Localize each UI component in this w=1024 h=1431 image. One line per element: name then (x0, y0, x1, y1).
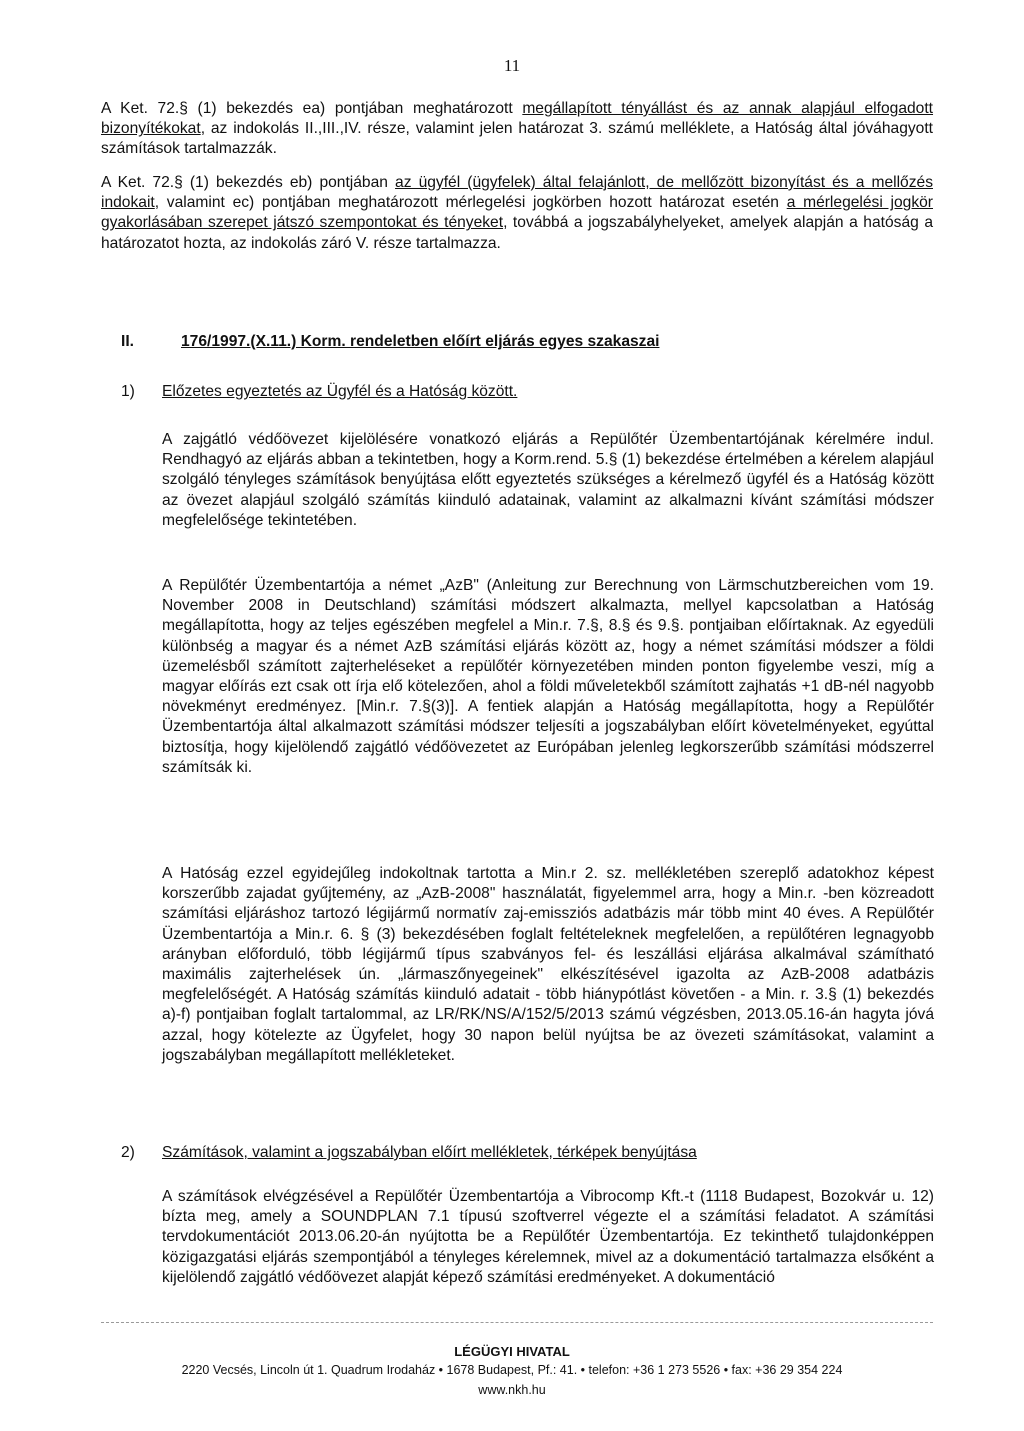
footer-divider (101, 1322, 933, 1323)
section-title: 176/1997.(X.11.) Korm. rendeletben előírt eljárás egyes szakaszai (181, 333, 660, 350)
subsection-title: Számítások, valamint a jogszabályban előírt mellékletek, térképek benyújtása (162, 1144, 697, 1161)
section-number: II. (121, 333, 134, 350)
footer-title: LÉGÜGYI HIVATAL (454, 1344, 570, 1359)
subsection-number: 2) (121, 1144, 135, 1161)
intro-paragraph-2: A Ket. 72.§ (1) bekezdés eb) pontjában az ügyfél (ügyfelek) által felajánlott, de mellőzött bizonyítást és a mellőzés indokait, valamint ec) pontjában meghatározott mérlegelési jogkörben hozott határozat esetén a mérlegelési jogkör gyakorlásában szerepet játszó szempontokat és tényeket, továbbá a jogszabályhelyeket, amelyek alapján a hatóság a határozatot hozta, az indokolás záró V. része tartalmazza. (101, 174, 933, 252)
intro-paragraph-1: A Ket. 72.§ (1) bekezdés ea) pontjában meghatározott megállapított tényállást és az annak alapjául elfogadott bizonyítékokat, az indokolás II.,III.,IV. része, valamint jelen határozat 3. számú melléklete, a Hatóság által jóváhagyott számítások tartalmazzák. (101, 100, 934, 158)
underlined-phrase: az ügyfél (ügyfelek) által felajánlott, de mellőzött bizonyítást és a mellőzés indokait (101, 174, 933, 212)
subsection-title: Előzetes egyeztetés az Ügyfél és a Hatóság között. (162, 383, 518, 400)
underlined-phrase: a mérlegelési jogkör gyakorlásában szerepet játszó szempontokat és tényeket (101, 194, 933, 232)
body-paragraph: A számítások elvégzésével a Repülőtér Üzembentartója a Vibrocomp Kft.-t (1118 Budapest, Bozokvár u. 12) bízta meg, amely a SOUNDPLAN 7.1 típusú szoftverrel végezte el a számítási feladatot. A számítási tervdokumentációt 2013.06.20-án nyújtotta be a Repülőtér Üzembentartója. Ez tekinthető tulajdonképpen közigazgatási eljárás szempontjából a tényleges kérelemnek, mivel az a dokumentáció tartalmazza elsőként a kijelölendő zajgátló védőövezet alapját képező számítási eredményeket. A dokumentáció (162, 1188, 934, 1286)
body-paragraph: A Hatóság ezzel egyidejűleg indokoltnak tartotta a Min.r 2. sz. mellékletében szereplő adatokhoz képest korszerűbb zajadat gyűjtemény, az „AzB-2008" használatát, figyelemmel arra, hogy a Min.r. -ben közreadott számítási eljáráshoz tartozó légijármű normatív zaj-emissziós adatbázis már több mint 40 éves. A Repülőtér Üzembentartója a Min.r. 6. § (3) bekezdésében foglalt feltételeknek megfelelően, a repülőtéren legnagyobb arányban előforduló, több légijármű típus szabványos fel- és leszállási eljárása alkalmával számítható maximális zajterhelések ún. „lármaszőnyegeinek" elkészítésével igazolta az AzB-2008 adatbázis megfelelőségét. A Hatóság számítás kiinduló adatait - több hiánypótlást követően - a Min. r. 3.§ (1) bekezdés a)-f) pontjaiban foglalt tartalommal, az LR/RK/NS/A/152/5/2013 számú végzésben, 2013.05.16-án hagyta jóvá azzal, hogy kötelezte az Ügyfelet, hogy 30 napon belül nyújtsa be az övezeti számításokat, valamint a jogszabályban megállapított mellékleteket. (162, 865, 934, 1064)
footer-address: 2220 Vecsés, Lincoln út 1. Quadrum Irodaház • 1678 Budapest, Pf.: 41. • telefon: +36 1 273 5526 • fax: +36 29 354 224 (181, 1363, 843, 1377)
subsection-2-heading (121, 1144, 697, 1162)
footer-website: www.nkh.hu (478, 1383, 546, 1397)
section-heading (121, 333, 659, 351)
underlined-phrase: megállapított tényállást és az annak alapjául elfogadott bizonyítékokat (101, 100, 934, 138)
subsection-number: 1) (121, 383, 135, 400)
subsection-1-heading (121, 383, 517, 401)
body-paragraph: A Repülőtér Üzembentartója a német „AzB" (Anleitung zur Berechnung von Lärmschutzbereichen vom 19. November 2008 in Deutschland) számítási módszert alkalmazta, mellyel kapcsolatban a Hatóság megállapította, hogy az teljes egészében megfelel a Min.r. 7.§, 8.§ és 9.§. pontjaiban előírtaknak. Az egyedüli különbség a magyar és a német AzB számítási eljárás között az, hogy a német számítási módszer a földi üzemelésből számított zajterheléseket a repülőtér környezetében minden ponton figyelembe veszi, míg a magyar előírás ezt csak ott írja elő kötelezően, ahol a földi műveletekből számított zajhatás +1 dB-nél nagyobb növekményt eredményez. [Min.r. 7.§(3)]. A fentiek alapján a Hatóság megállapította, hogy a Repülőtér Üzembentartója által alkalmazott számítási módszer teljesíti a jogszabályban előírt követelményeket, egyúttal biztosítja, hogy kijelölendő zajgátló védőövezetet az Európában jelenleg legkorszerűbb számítási módszerrel számítsák ki. (162, 577, 934, 776)
page-number: 11 (503, 56, 521, 75)
body-paragraph: A zajgátló védőövezet kijelölésére vonatkozó eljárás a Repülőtér Üzembentartójának kérelmére indul. Rendhagyó az eljárás abban a tekintetben, hogy a Korm.rend. 5.§ (1) bekezdése értelmében a kérelem alapjául szolgáló tényleges számítások benyújtása előtt egyeztetés szükséges a kérelmező ügyfél és a Hatóság között az övezet alapjául szolgáló számítás kiinduló adatainak, valamint az alkalmazni kívánt számítási módszer megfelelősége tekintetében. (162, 431, 934, 529)
